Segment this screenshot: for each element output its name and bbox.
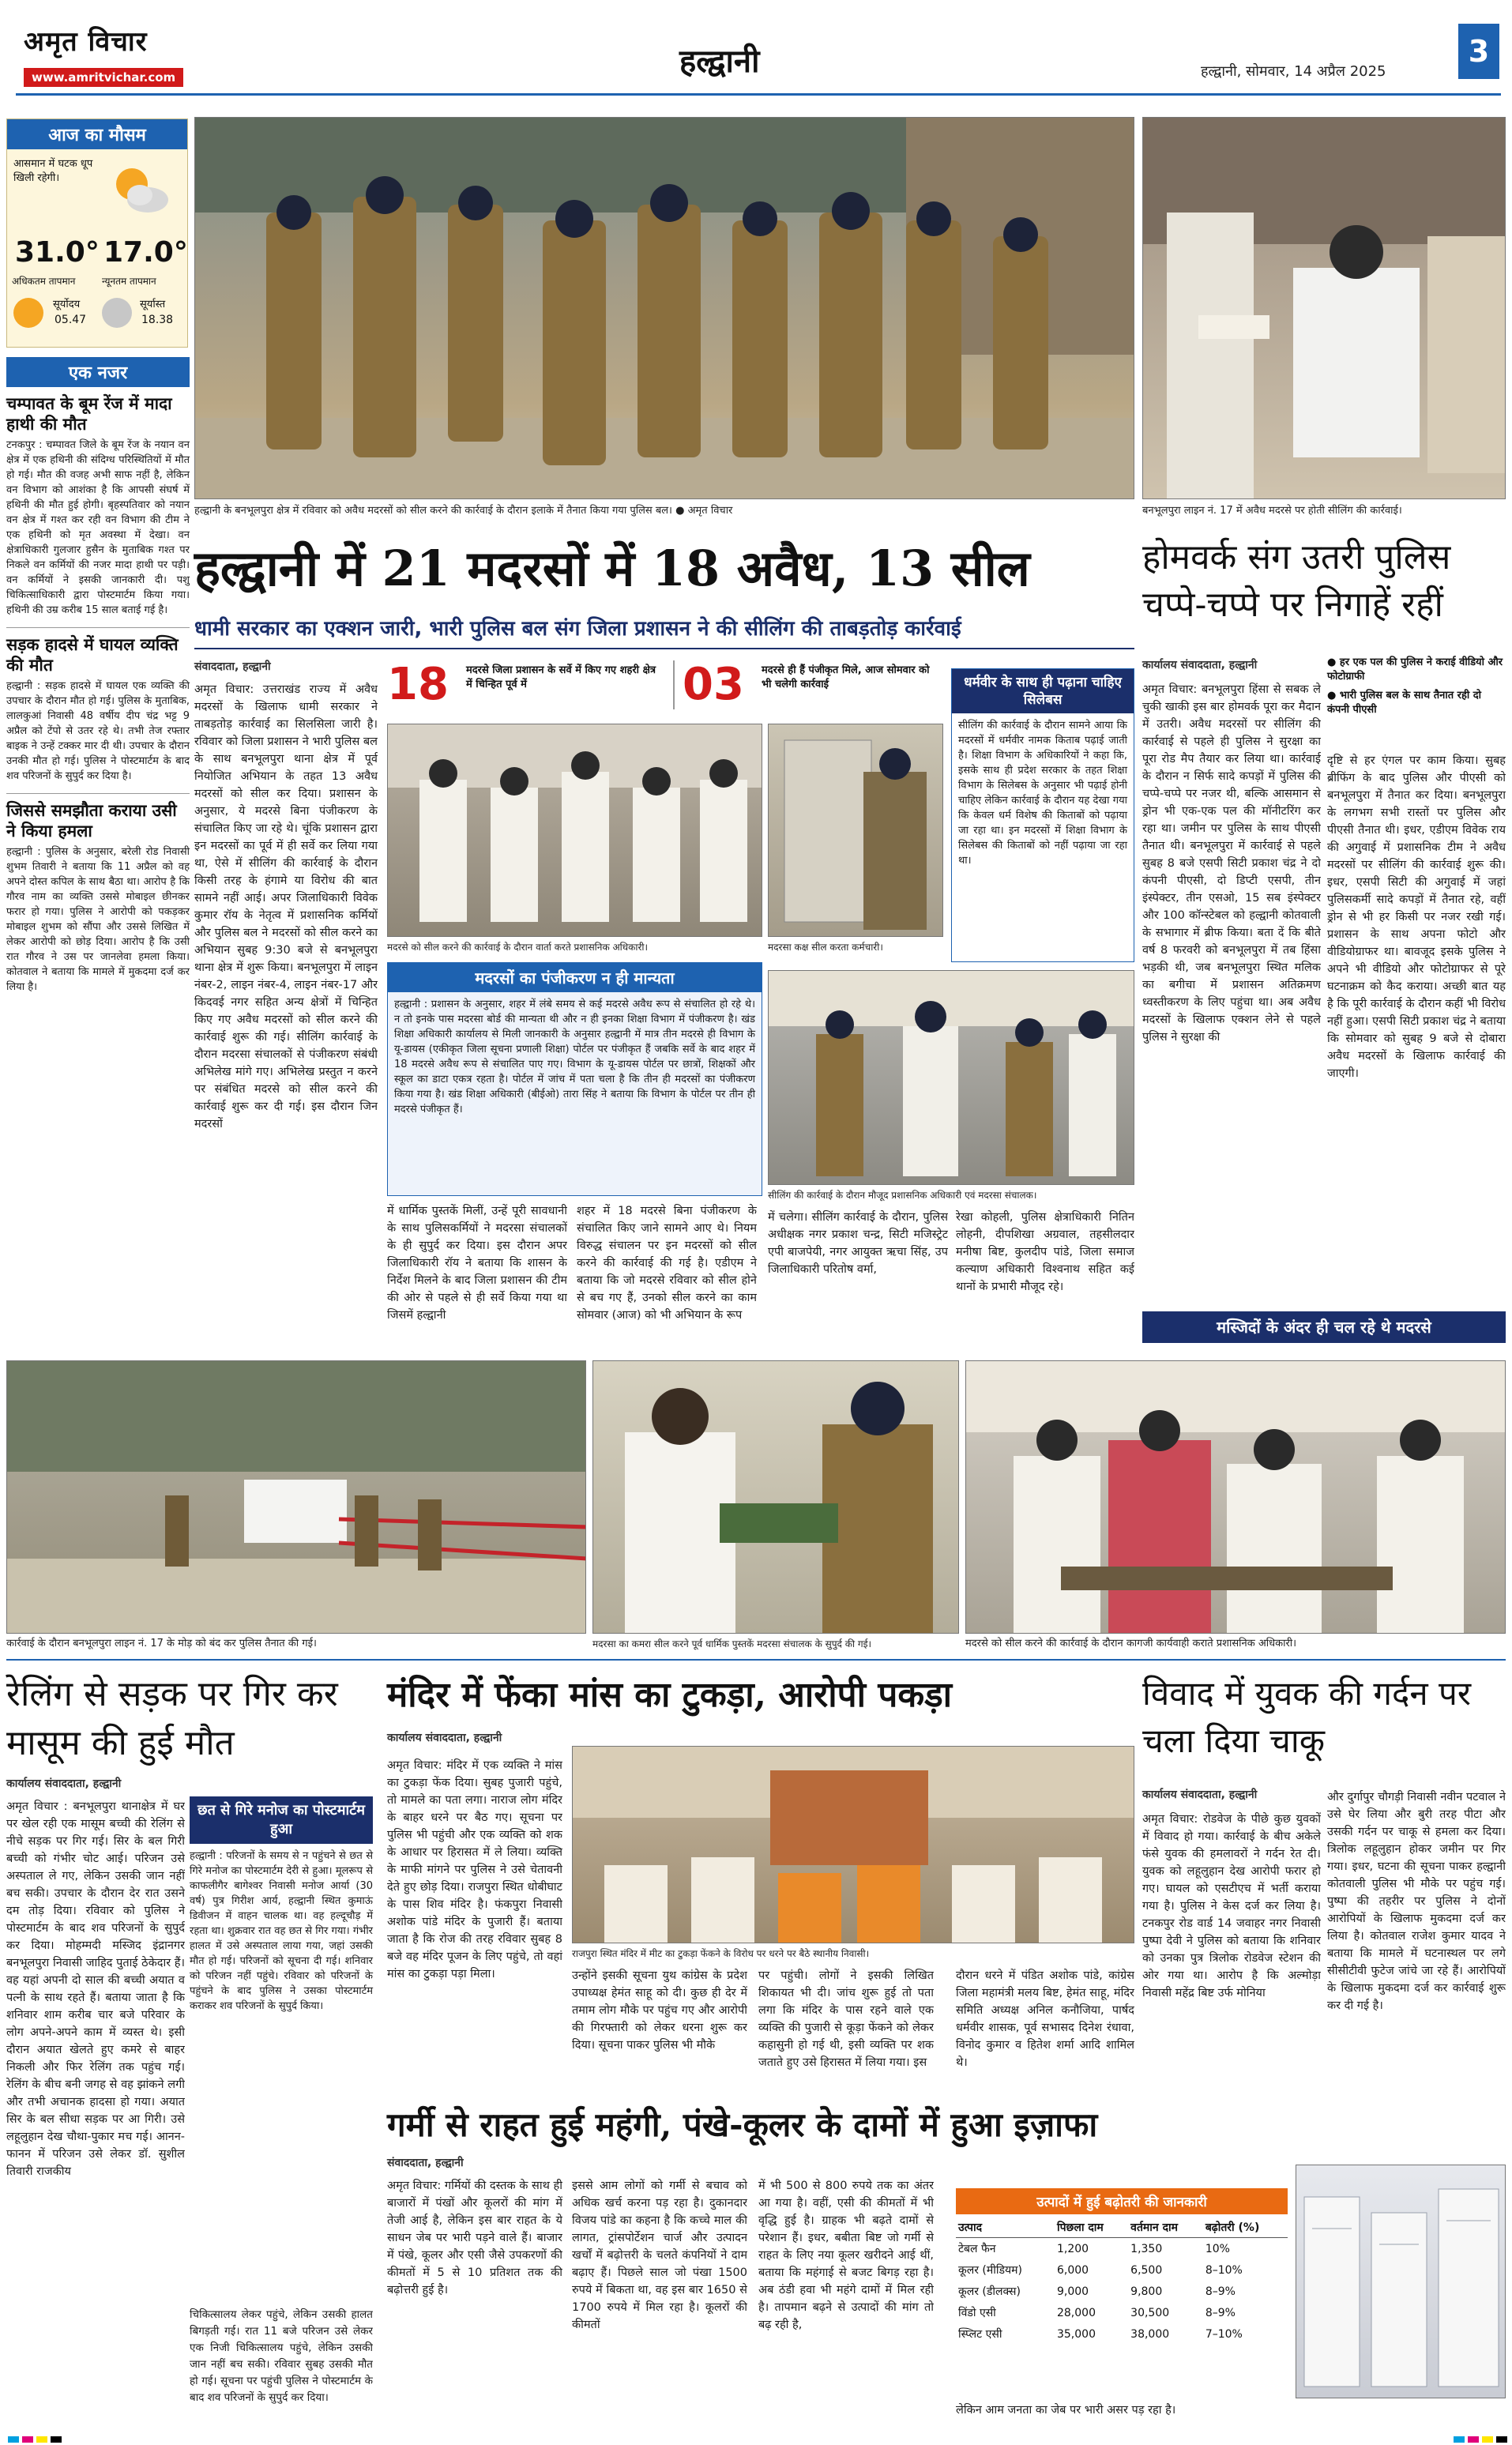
sunset-label: सूर्यास्त	[140, 299, 166, 310]
masthead-rule	[16, 93, 1501, 96]
railing-tail: चिकित्सालय लेकर पहुंचे, लेकिन उसकी हालत बिगड़ती गई। रात 11 बजे परिजन उसे लेकर एक निजी चिकित्सालय पहुंचे, लेकिन उसकी जान नहीं बच सकी। रविवार सुबह उसकी मौत हो गई। सूचना पर पहुंची पुलिस ने पोस्टमार्टम के बाद शव परिजनों के सुपुर्द कर दिया।	[190, 2308, 373, 2404]
lead-body-col5: रेखा कोहली, पुलिस क्षेत्राधिकारी नितिन लोहनी, दीपशिखा अग्रवाल, तहसीलदार मनीषा बिष्ट, कुलदीप पांडे, जिला समाज कल्याण अधिकारी विश्वनाथ सहित कई थानों के प्रभारी मौजूद रहे।	[956, 1211, 1134, 1293]
brief-3-headline: जिससे समझौता कराया उसी ने किया हमला	[6, 793, 190, 841]
books-handover-caption: मदरसा का कमरा सील करने पूर्व धार्मिक पुस्तकें मदरसा संचालक के सुपुर्द की गई।	[592, 1638, 872, 1649]
brief-1-body: टनकपुर : चम्पावत जिले के बूम रेंज के नयान वन क्षेत्र में एक हथिनी की संदिग्ध परिस्थितियों में मौत हो गई। मौत की वजह अभी साफ नहीं है, लेकिन वन विभाग को आशंका है कि आपसी संघर्ष में हथिनी की मौत हुई होगी। बृहस्पतिवार को नयान वन क्षेत्र में गश्त कर रही वन विभाग की टीम ने एक हथिनी को मृत अवस्था में देखा। वन क्षेत्राधिकारी गुलजार हुसैन के मुताबिक गश्त पर निकले वन कर्मियों की नजर मादा हाथी पर पड़ी। वन कर्मियों ने इसकी जानकारी दी। पशु चिकित्साधिकारी द्वारा पोस्टमार्टम किया गया। हथिनी की उम्र करीब 15 साल बताई गई है।	[6, 439, 190, 616]
barricade-photo	[6, 1360, 586, 1634]
sunrise-time: 05.47	[55, 314, 87, 326]
officials-discussion-caption: मदरसे को सील करने की कार्रवाई के दौरान वार्ता करते प्रशासनिक अधिकारी।	[387, 942, 649, 953]
chaaku-body-col1: अमृत विचार: रोडवेज के पीछे कुछ युवकों में विवाद हो गया। कार्रवाई के बीच अकेले फंसे युवक की हमलावरों ने गर्दन रेत दी। युवक को लहूलुहान देख आरोपी फरार हो गए। घायल को एसटीएच में भर्ती कराया गया है। पुलिस ने केस दर्ज कर लिया है। टनकपुर रोड वार्ड 14 जवाहर नगर निवासी पुष्पा देवी ने पुलिस को बताया कि शनिवार को उनका पुत्र त्रिलोक रोडवेज स्टेशन की ओर गया था। आरोप है कि अल्मोड़ा निवासी महेंद्र बिष्ट उर्फ मोनिया	[1142, 1813, 1321, 1999]
sunset-time: 18.38	[141, 314, 174, 326]
garmi-body-col2: इससे आम लोगों को गर्मी से बचाव को अधिक खर्च करना पड़ रहा है। दुकानदार विजय पांडे का कहना है कि कच्चे माल की लागत, ट्रांसपोर्टेशन चार्ज और उत्पादन खर्चों में बढ़ोत्तरी के चलते कंपनियों ने दाम बढ़ाए हैं। पिछले साल जो पंखा 1500 रुपये में बिकता था, वह इस बार 1650 से 1700 रुपये में मिल रहा है। कूलरों की कीमतों	[572, 2180, 747, 2331]
cell: विंडो एसी	[958, 2307, 996, 2319]
room-seal-photo	[768, 724, 943, 937]
cell: 8–9%	[1205, 2285, 1236, 2298]
max-temp: 31.0°	[15, 236, 100, 269]
dharmveer-box	[951, 668, 1134, 962]
sealing-photo	[1142, 117, 1506, 499]
registration-body: हल्द्वानी : प्रशासन के अनुसार, शहर में लंबे समय से कई मदरसे अवैध रूप से संचालित हो रहे थे। न तो इनके पास मदरसा बोर्ड की मान्यता थी और न ही इनका शिक्षा विभाग में पंजीकरण है। खंड शिक्षा अधिकारी कार्यालय से मिली जानकारी के अनुसार हल्द्वानी में मात्र तीन मदरसे ही विभाग के यू-डायस (एकीकृत जिला सूचना प्रणाली शिक्षा) पोर्टल पर पंजीकृत हैं जबकि सर्वे के बाद शहर में 18 मदरसे अवैध रूप से संचालित पाए गए। विभाग के यू-डायस पोर्टल पर छात्रों, शिक्षकों और स्कूल का डाटा एकत्र रहता है। पोर्टल में जांच में पता चला है कि तीन ही मदरसों का पंजीकरण किया गया है। खंड शिक्षा अधिकारी (बीईओ) तारा सिंह ने बताया कि विभाग के पोर्टल पर तीन ही मदरसे पंजीकृत हैं।	[394, 999, 755, 1115]
homework-bullets	[1327, 656, 1506, 717]
cell: 9,000	[1056, 2285, 1089, 2298]
price-table	[956, 2217, 1288, 2345]
chaaku-body-col2: और दुर्गापुर चौगड़ी निवासी नवीन पटवाल ने उसे घेर लिया और बुरी तरह पीटा और उसकी गर्दन पर चाकू से हमला कर दिया। त्रिलोक लहूलुहान होकर जमीन पर गिर गया। इधर, घटना की सूचना पाकर हल्द्वानी कोतवाली पुलिस भी मौके पर पहुंच गई। पुष्पा की तहरीर पर पुलिस ने दोनों आरोपियों के खिलाफ मुकदमा दर्ज कर लिया है। कोतवाल राजेश कुमार यादव ने बताया कि मामले में घटनास्थल पर लगे सीसीटीवी फुटेज जांचे जा रहे हैं। आरोपियों के खिलाफ मुकदमा दर्ज कर कार्रवाई शुरू कर दी गई है।	[1327, 1791, 1506, 2012]
masthead	[0, 0, 1512, 95]
issue-date: हल्द्वानी, सोमवार, 14 अप्रैल 2025	[1201, 63, 1386, 80]
barricade-caption: कार्रवाई के दौरान बनभूलपुरा लाइन नं. 17 के मोड़ को बंद कर पुलिस तैनात की गई।	[6, 1638, 317, 1649]
homework-headline: होमवर्क संग उतरी पुलिस चप्पे-चप्पे पर निगाहें रहीं	[1142, 537, 1451, 625]
dharna-caption: राजपुरा स्थित मंदिर में मीट का टुकड़ा फेंकने के विरोध पर धरने पर बैठे स्थानीय निवासी।	[572, 1948, 870, 1959]
stat-18	[387, 660, 668, 709]
cell: 8–10%	[1205, 2263, 1243, 2277]
cell: कूलर (मीडियम)	[958, 2264, 1022, 2277]
bullet-2: ● भारी पुलिस बल के साथ तैनात रही दो कंपनी पीएसी	[1327, 690, 1482, 716]
min-temp-label: न्यूनतम तापमान	[102, 276, 156, 287]
sunset-icon	[102, 298, 132, 328]
paperwork-caption: मदरसे को सील करने की कार्रवाई के दौरान कागजी कार्यवाही कराते प्रशासनिक अधिकारी।	[965, 1638, 1297, 1649]
price-table-title: उत्पादों में हुई बढ़ोतरी की जानकारी	[956, 2188, 1288, 2214]
room-seal-caption: मदरसा कक्ष सील करता कर्मचारी।	[768, 942, 883, 953]
brief-2-headline: सड़क हादसे में घायल व्यक्ति की मौत	[6, 627, 190, 675]
manoj-title: छत से गिरे मनोज का पोस्टमार्टम हुआ	[190, 1796, 373, 1844]
table-row	[956, 2259, 1288, 2281]
logo: अमृत विचार	[24, 26, 148, 58]
lead-rule	[194, 648, 1134, 649]
sunrise-icon	[13, 298, 43, 328]
officials-discussion-photo	[387, 724, 762, 937]
sealing-photo-caption: बनभूलपुरा लाइन नं. 17 में अवैध मदरसे पर होती सीलिंग की कार्रवाई।	[1142, 505, 1402, 517]
min-temp: 17.0°	[103, 236, 188, 269]
table-row	[956, 2302, 1288, 2323]
paperwork-photo	[965, 1360, 1506, 1634]
stat-03-text: मदरसे ही हैं पंजीकृत मिले, आज सोमवार को भी चलेगी कार्रवाई	[762, 664, 930, 690]
cell: 1,200	[1056, 2242, 1089, 2255]
header-old-price: पिछला दाम	[1056, 2221, 1104, 2234]
railing-body: अमृत विचार : बनभूलपुरा थानाक्षेत्र में घर पर खेल रही एक मासूम बच्ची की रेलिंग से नीचे सड़क पर गिर गई। सिर के बल गिरी बच्ची को गंभीर चोट आई। परिजन उसे अस्पताल ले गए, लेकिन उसकी जान नहीं बच सकी। उपचार के दौरान देर रात उसने दम तोड़ दिया। रविवार को पुलिस ने पोस्टमार्टम के बाद शव परिजनों के सुपुर्द कर दिया। मोहम्मदी मस्जिद इंद्रानगर बनभूलपुरा निवासी जाहिद पुताई ठेकेदार हैं। वह यहां अपनी दो साल की बच्ची अयात व पत्नी के साथ रहते हैं। बताया जाता है कि शनिवार शाम करीब चार बजे परिवार के लोग अपने-अपने काम में व्यस्त थे। इसी दौरान अयात खेलते हुए कमरे से बाहर निकली और फिर रेलिंग तक पहुंच गई। रेलिंग के बीच बनी जगह से वह झांकने लगी और तभी अचानक हादसा हो गया। अयात सिर के बल सीधा सड़क पर आ गिरी। उसे लहूलुहान देख चौथा-पुकार मच गई। आनन-फानन में परिजन उसे लेकर डॉ. सुशील तिवारी राजकीय	[6, 1800, 185, 2178]
dharna-photo	[572, 1746, 1134, 1943]
garmi-dateline: संवाददाता, हल्द्वानी	[387, 2157, 464, 2169]
weather-title: आज का मौसम	[7, 119, 187, 149]
stat-18-number: 18	[387, 659, 449, 710]
header-increase: बढ़ोतरी (%)	[1205, 2221, 1260, 2234]
brief-3-body: हल्द्वानी : पुलिस के अनुसार, बरेली रोड निवासी शुभम तिवारी ने बताया कि 11 अप्रैल को वह अपने दोस्त कपिल के साथ बैठा था। आरोप है कि गौरव नाम का व्यक्ति उससे मोबाइल छीनकर फरार हो गया। पुलिस ने आरोपी को पकड़कर मोबाइल शुभम को सौंपा और उससे लिखित में लेकर आरोपी को छोड़ दिया। आरोप है कि उसी रात गौरव ने उस पर जानलेवा हमला किया। कोतवाल ने बताया कि मामले में मुकदमा दर्ज कर लिया है।	[6, 846, 190, 993]
railing-headline: रेलिंग से सड़क पर गिर कर मासूम की हुई मौत	[6, 1674, 338, 1763]
cell: 1,350	[1130, 2242, 1163, 2255]
mandir-body-col3: पर पहुंची। लोगों ने इसकी लिखित शिकायत भी दी। जांच शुरू हुई तो पता लगा कि मंदिर के पास रहने वाले एक व्यक्ति की पुजारी से कूड़ा फेंकने को लेकर कहासुनी हो गई थी, इसी व्यक्ति पर शक जताते हुए उसे हिरासत में लिया गया। इस	[758, 1969, 934, 2069]
section-title: हल्द्वानी	[679, 43, 760, 80]
cell: 6,000	[1056, 2263, 1089, 2277]
price-table-box	[956, 2188, 1288, 2394]
weather-desc: आसमान में घटक धूप खिली रहेगी।	[13, 158, 93, 184]
cell: 8–9%	[1205, 2306, 1236, 2319]
chaaku-dateline: कार्यालय संवाददाता, हल्द्वानी	[1142, 1789, 1258, 1801]
lead-body-col2: में धार्मिक पुस्तकें मिलीं, उन्हें पूरी सावधानी के साथ पुलिसकर्मियों ने मदरसा संचालकों के ही सुपुर्द कर दिया। इस दौरान अपर जिलाधिकारी रॉय ने बताया कि शासन के निर्देश मिलने के बाद जिला प्रशासन की टीम की ओर से पहले से ही सर्वे किया गया था जिसमें हल्द्वानी	[387, 1205, 567, 1322]
cell: 38,000	[1130, 2327, 1170, 2341]
manoj-box	[190, 1796, 373, 2097]
cell: कूलर (डीलक्स)	[958, 2285, 1021, 2298]
registration-box	[387, 962, 762, 1196]
cell: 10%	[1205, 2242, 1230, 2255]
masjid-box	[1142, 1311, 1506, 1343]
homework-dateline: कार्यालय संवाददाता, हल्द्वानी	[1142, 659, 1258, 671]
madrasa-officials-caption: सीलिंग की कार्रवाई के दौरान मौजूद प्रशासनिक अधिकारी एवं मदरसा संचालक।	[768, 1190, 1037, 1201]
lead-photo-police-march	[194, 117, 1134, 499]
sun-cloud-icon	[108, 159, 171, 222]
photo-row-rule	[6, 1659, 1506, 1661]
garmi-body-col3: में भी 500 से 800 रुपये तक का अंतर आ गया है। वहीं, एसी की कीमतों में भी वृद्धि हुई है। ग्राहक भी बढ़ते दामों से परेशान हैं। इधर, बबीता बिष्ट जो गर्मी से राहत के लिए नया कूलर खरीदने आई थीं, बताया कि महंगाई से बजट बिगड़ रहा है। अब ठंडी हवा भी महंगे दामों में मिल रही है। तापमान बढ़ने से उत्पादों की मांग तो बढ़ रही है,	[758, 2180, 934, 2331]
garmi-body-col1: अमृत विचार: गर्मियों की दस्तक के साथ ही बाजारों में पंखों और कूलरों की मांग में तेजी आई है, लेकिन इस बार राहत के ये साधन जेब पर भारी पड़ने वाले हैं। बाजार में पंखे, कूलर और एसी जैसे उपकरणों की कीमतों में 5 से 10 प्रतिशत तक की बढ़ोत्तरी हुई है।	[387, 2180, 562, 2296]
mandir-headline: मंदिर में फेंका मांस का टुकड़ा, आरोपी पकड़ा	[387, 1675, 953, 1715]
lead-headline: हल्द्वानी में 21 मदरसों में 18 अवैध, 13 सील	[194, 540, 1030, 597]
dharmveer-body: सीलिंग की कार्रवाई के दौरान सामने आया कि मदरसों में धर्मवीर नामक किताब पढ़ाई जाती है। शिक्षा विभाग के अधिकारियों ने कहा कि, इसके साथ ही प्रदेश सरकार के तहत शिक्षा विभाग के सिलेबस के अनुसार भी पढ़ाई होनी चाहिए लेकिन कार्रवाई के दौरान यह देखा गया कि केवल धर्म विशेष की किताबों को पढ़ाया जा रहा था। इन मदरसों में शिक्षा विभाग के सिलेबस की किताबों को नहीं पढ़ाया जा रहा था।	[958, 720, 1127, 867]
mandir-body-col4: दौरान धरने में पंडित अशोक पांडे, कांग्रेस जिला महामंत्री मलय बिष्ट, हेमंत साहू, मंदिर समिति अध्यक्ष अनिल कनौजिया, पार्षद धर्मवीर शासक, पूर्व सभासद दिनेश रंधावा, विनोद कुमार व हितेश शर्मा आदि शामिल थे।	[956, 1969, 1134, 2069]
manoj-body: हल्द्वानी : परिजनों के समय से न पहुंचने से छत से गिरे मनोज का पोस्टमार्टम देरी से हुआ। मूलरूप से काफलीगैर बागेश्वर निवासी मनोज आर्या (30 वर्ष) पुत्र गिरीश आर्य, हल्द्वानी स्थित कुमाऊं डिवीजन में वाहन चालक था। वह हल्दूचौड़ में रहता था। शुक्रवार रात वह छत से गिर गया। गंभीर हालत में उसे अस्पताल लाया गया, जहां उसकी मौत हो गई। परिजनों को सूचना दी गई। शनिवार को परिजन नहीं पहुंचे। रविवार को परिजनों के पहुंचने के बाद पुलिस ने उसका पोस्टमार्टम कराकर शव परिजनों के सुपुर्द किया।	[190, 1850, 373, 2012]
mandir-body-col1: अमृत विचार: मंदिर में एक व्यक्ति ने मांस का टुकड़ा फेंक दिया। सुबह पुजारी पहुंचे, तो मामले का पता लगा। नाराज लोग मंदिर के बाहर धरने पर बैठ गए। सूचना पर पुलिस भी पहुंची और एक व्यक्ति को शक के आधार पर हिरासत में ले लिया। व्यक्ति के माफी मांगने पर पुलिस ने उसे चेतावनी देते हुए छोड़ दिया। राजपुरा स्थित धोबीघाट के पास शिव मंदिर है। फंकपुरा निवासी अशोक पांडे मंदिर के पुजारी हैं। बताया जाता है कि रोज की तरह रविवार सुबह 8 बजे वह मंदिर पूजन के लिए पहुंचे, तो वहां मांस का टुकड़ा पड़ा मिला।	[387, 1759, 562, 1980]
brief-1-headline: चम्पावत के बूम रेंज में मादा हाथी की मौत	[6, 394, 172, 434]
bullet-1: ● हर एक पल की पुलिस ने कराई वीडियो और फोटोग्राफी	[1327, 656, 1503, 683]
cell: 9,800	[1130, 2285, 1163, 2298]
madrasa-officials-photo	[768, 970, 1134, 1185]
registration-title: मदरसों का पंजीकरण न ही मान्यता	[388, 963, 762, 992]
coolers-photo	[1296, 2165, 1506, 2398]
price-table-header	[956, 2217, 1288, 2238]
chaaku-headline: विवाद में युवक की गर्दन पर चला दिया चाकू	[1142, 1674, 1472, 1760]
books-handover-photo	[592, 1360, 959, 1634]
table-row	[956, 2323, 1288, 2345]
header-product: उत्पाद	[958, 2221, 983, 2234]
sunrise-label: सूर्योदय	[53, 299, 81, 310]
cell: स्प्लिट एसी	[958, 2328, 1002, 2341]
stat-03	[673, 660, 942, 709]
table-row	[956, 2281, 1288, 2302]
ek-nazar-title: एक नजर	[6, 357, 190, 387]
lead-body-col1: अमृत विचार: उत्तराखंड राज्य में अवैध मदरसों के खिलाफ धामी सरकार ने ताबड़तोड़ कार्रवाई का सिलसिला जारी है। रविवार को जिला प्रशासन ने भारी पुलिस बल के साथ बनभूलपुरा थाना क्षेत्र में पूर्व नियोजित अभियान के तहत 13 अवैध मदरसों को सील कर दिया। प्रशासन के अनुसार, ये मदरसे बिना पंजीकरण के संचालित किए जा रहे थे। चूंकि प्रशासन द्वारा इन मदरसों का पूर्व में ही सर्वे कर लिया गया था, ऐसे में सीलिंग की कार्रवाई के दौरान किसी तरह के हंगामे या विरोध की बात सामने नहीं आई। अपर जिलाधिकारी विवेक कुमार रॉय के नेतृत्व में प्रशासनिक कर्मियों और पुलिस बल ने मदरसों को सील करने का अभियान सुबह 9:30 बजे से बनभूलपुरा थाना क्षेत्र में शुरू किया। बनभूलपुरा में लाइन नंबर-2, लाइन नंबर-4, लाइन नंबर-17 और किदवई नगर सहित अन्य क्षेत्रों में चिन्हित किए गए अवैध मदरसों को सील करने की कार्रवाई शुरू की गई। सीलिंग कार्रवाई के दौरान मदरसा संचालकों से पंजीकरण संबंधी अभिलेख मांगे गए। अभिलेख प्रस्तुत न करने पर संबंधित मदरसे को सील करने की कार्रवाई शुरू कर दी गई। इस दौरान जिन मदरसों	[194, 683, 378, 1130]
page-number: 3	[1458, 24, 1499, 79]
dharmveer-title: धर्मवीर के साथ ही पढ़ाना चाहिए सिलेबस	[952, 669, 1134, 713]
lead-body-col4: में चलेगा। सीलिंग कार्रवाई के दौरान, पुलिस अधीक्षक नगर प्रकाश चन्द्र, सिटी मजिस्ट्रेट एपी बाजपेयी, नगर आयुक्त ऋचा सिंह, उप जिलाधिकारी परितोष वर्मा,	[768, 1211, 948, 1276]
color-marks-left	[8, 2436, 62, 2443]
stat-03-number: 03	[683, 659, 744, 710]
max-temp-label: अधिकतम तापमान	[12, 276, 76, 287]
lead-subhead: धामी सरकार का एक्शन जारी, भारी पुलिस बल संग जिला प्रशासन ने की सीलिंग की ताबड़तोड़ कार्रवाई	[194, 617, 961, 641]
lead-body-col3: शहर में 18 मदरसे बिना पंजीकरण के संचालित किए जाने सामने आए थे। नियम विरुद्ध संचालन पर इन मदरसों को सील करने की कार्रवाई की गई है। एडीएम ने बताया कि जो मदरसे रविवार को सील होने से बच गए हैं, उनको सील करने का काम सोमवार (आज) को भी अभियान के रूप	[577, 1205, 757, 1322]
color-marks-right	[1454, 2436, 1507, 2443]
weather-box	[6, 118, 188, 348]
cell: 30,500	[1130, 2306, 1170, 2319]
cell: 35,000	[1056, 2327, 1096, 2341]
ek-nazar-column	[6, 357, 190, 1337]
stat-18-text: मदरसे जिला प्रशासन के सर्वे में किए गए शहरी क्षेत्र में चिन्हित पूर्व में	[466, 664, 656, 690]
mandir-body-col2: उन्होंने इसकी सूचना युथ कांग्रेस के प्रदेश उपाध्यक्ष हेमंत साहू को दी। कुछ ही देर में तमाम लोग मौके पर पहुंच गए और आरोपी की गिरफ्तारी को लेकर धरना शुरू कर दिया। सूचना पाकर पुलिस भी मौके	[572, 1969, 747, 2052]
header-new-price: वर्तमान दाम	[1130, 2221, 1179, 2234]
masjid-title: मस्जिदों के अंदर ही चल रहे थे मदरसे	[1217, 1318, 1431, 1337]
homework-body-col1: अमृत विचार: बनभूलपुरा हिंसा से सबक ले चुकी खाकी इस बार होमवर्क पूरा कर मैदान में उतरी। अवैध मदरसों पर सीलिंग की कार्रवाई से पहले ही पुलिस ने सुरक्षा का पूरा रोड मैप तैयार कर लिया था। कार्रवाई के दौरान न सिर्फ सादे कपड़ों में पुलिस की चप्पे-चप्पे पर नजर थी, बल्कि आसमान से ड्रोन भी एक-एक पल की मॉनीटरिंग कर रहा था। जमीन पर पुलिस के साथ पीएसी तैनात थी। बनभूलपुरा में कार्रवाई से पहले सुबह 8 बजे एसपी सिटी प्रकाश चंद्र ने दो कंपनी पीएसी, दो डिप्टी एसपी, तीन इंस्पेक्टर, तीन एसओ, 15 सब इंस्पेक्टर और 100 कॉन्स्टेबल को हल्द्वानी कोतवाली के सभागार में ब्रीफ किया। बता दें कि बीते वर्ष 8 फरवरी को बनभूलपुरा में तब हिंसा भड़की थी, जब बनभूलपुरा स्थित मलिक का बगीचा में प्रशासन अतिक्रमण ध्वस्तीकरण के लिए पहुंचा था। अब अवैध मदरसों के खिलाफ एक्शन लेने से पहले पुलिस ने सुरक्षा की	[1142, 683, 1321, 1044]
table-row	[956, 2238, 1288, 2260]
garmi-headline: गर्मी से राहत हुई महंगी, पंखे-कूलर के दामों में हुआ इज़ाफा	[387, 2105, 1098, 2144]
homework-body-col2: दृष्टि से हर एंगल पर काम किया। सुबह ब्रीफिंग के बाद पुलिस और पीएसी को बनभूलपुरा में तैनात कर दिया। बनभूलपुरा के लगभग सभी रास्तों पर पुलिस और पीएसी तैनात थी। इधर, एडीएम विवेक राय की अगुवाई में प्रशासनिक टीम ने अवैध मदरसों पर सीलिंग की कार्रवाई शुरू की। इधर, एसपी सिटी की अगुवाई में जहां पुलिसकर्मी सादे कपड़ों में तैनात रहे, वहीं ड्रोन से भी हर किसी पर नजर रखी गई। प्रशासन के साथ अपना फोटो और वीडियोग्राफर था। बावजूद इसके पुलिस ने अपने भी वीडियो और फोटोग्राफर से पूरे घटनाक्रम को कैद कराया। अच्छी बात यह है कि पूरी कार्रवाई के दौरान कहीं भी विरोध नहीं हुआ। एसपी सिटी प्रकाश चंद्र ने बताया कि सोमवार को सुबह 9 बजे से दोबारा अवैध मदरसों के खिलाफ कार्रवाई की जाएगी।	[1327, 754, 1506, 1080]
lead-dateline: संवाददाता, हल्द्वानी	[194, 660, 271, 673]
mandir-dateline: कार्यालय संवाददाता, हल्द्वानी	[387, 1732, 502, 1744]
garmi-body-col4: लेकिन आम जनता का जेब पर भारी असर पड़ रहा है।	[956, 2404, 1176, 2417]
lead-photo-caption: हल्द्वानी के बनभूलपुरा क्षेत्र में रविवार को अवैध मदरसों को सील करने की कार्रवाई के दौरान इलाके में तैनात किया गया पुलिस बल। ● अमृत विचार	[194, 505, 733, 517]
cell: 28,000	[1056, 2306, 1096, 2319]
cell: 7–10%	[1205, 2327, 1243, 2341]
brief-2-body: हल्द्वानी : सड़क हादसे में घायल एक व्यक्ति की उपचार के दौरान मौत हो गई। पुलिस के मुताबिक, लालकुआं निवासी 48 वर्षीय दीप चंद्र भट्ट 9 अप्रैल को टेंपो से उतर रहे थे। तभी तेज रफ्तार बाइक ने उन्हें टक्कर मार दी थी। उपचार के दौरान उनकी मौत हो गई। पुलिस ने पोस्टमार्टम के बाद शव परिजनों के सुपुर्द कर दिया है।	[6, 680, 190, 782]
site-url[interactable]: www.amritvichar.com	[24, 68, 183, 87]
cell: टेबल फैन	[958, 2243, 996, 2255]
cell: 6,500	[1130, 2263, 1163, 2277]
railing-dateline: कार्यालय संवाददाता, हल्द्वानी	[6, 1777, 122, 1790]
